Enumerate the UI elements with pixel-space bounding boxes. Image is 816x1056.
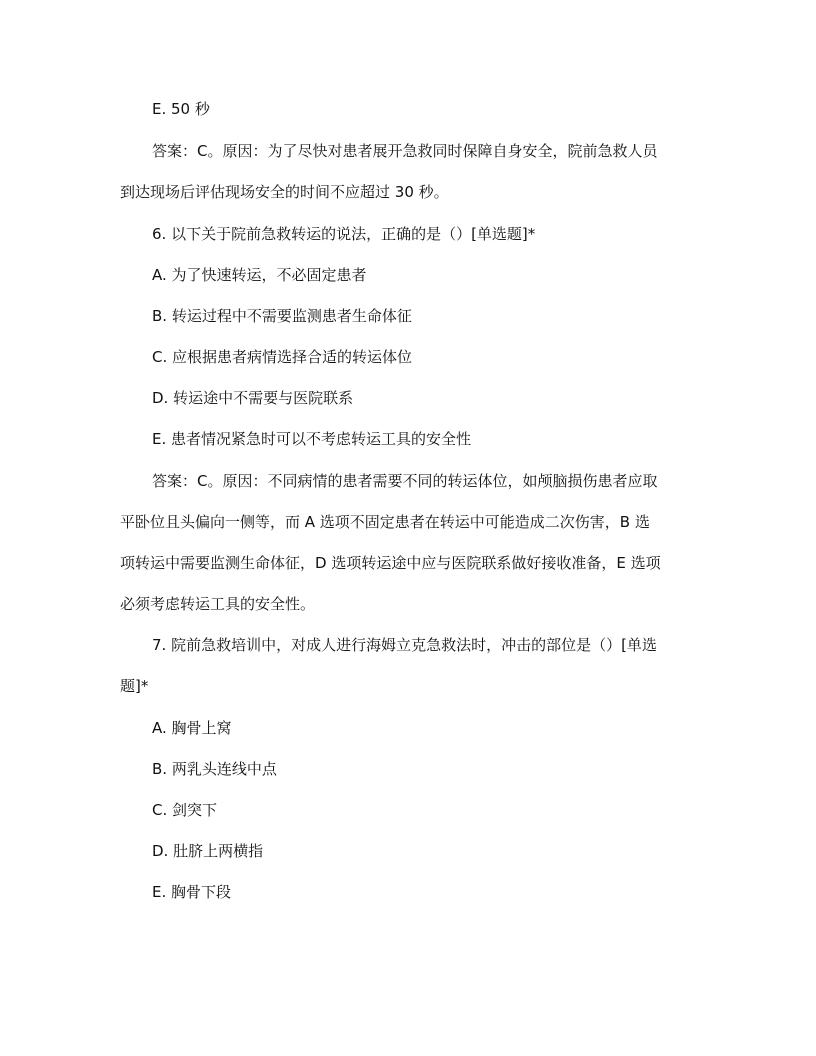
q6-answer-line-4: 必须考虑转运工具的安全性。 — [120, 595, 316, 613]
q6-option-a: A. 为了快速转运，不必固定患者 — [152, 266, 367, 284]
q7-option-c: C. 剑突下 — [152, 801, 218, 819]
q6-option-c: C. 应根据患者病情选择合适的转运体位 — [152, 348, 413, 366]
q7-option-d: D. 肚脐上两横指 — [152, 842, 264, 860]
q7-option-b: B. 两乳头连线中点 — [152, 760, 277, 778]
q7-option-a: A. 胸骨上窝 — [152, 719, 232, 737]
q7-question-line-2: 题]* — [120, 677, 149, 695]
q6-answer-line-3: 项转运中需要监测生命体征，D 选项转运途中应与医院联系做好接收准备，E 选项 — [120, 554, 661, 572]
q5-option-e: E. 50 秒 — [152, 100, 210, 118]
q6-answer-line-1: 答案：C。原因：不同病情的患者需要不同的转运体位，如颅脑损伤患者应取 — [152, 472, 658, 490]
q6-answer-line-2: 平卧位且头偏向一侧等，而 A 选项不固定患者在转运中可能造成二次伤害，B 选 — [120, 513, 650, 531]
q6-option-e: E. 患者情况紧急时可以不考虑转运工具的安全性 — [152, 430, 472, 448]
q7-question-line-1: 7. 院前急救培训中，对成人进行海姆立克急救法时，冲击的部位是（）[单选 — [152, 636, 657, 654]
q6-question: 6. 以下关于院前急救转运的说法，正确的是（）[单选题]* — [152, 225, 536, 243]
q5-answer-line-2: 到达现场后评估现场安全的时间不应超过 30 秒。 — [120, 183, 449, 201]
q7-option-e: E. 胸骨下段 — [152, 883, 232, 901]
q5-answer-line-1: 答案：C。原因：为了尽快对患者展开急救同时保障自身安全，院前急救人员 — [152, 142, 658, 160]
q6-option-b: B. 转运过程中不需要监测患者生命体征 — [152, 307, 412, 325]
q6-option-d: D. 转运途中不需要与医院联系 — [152, 389, 354, 407]
